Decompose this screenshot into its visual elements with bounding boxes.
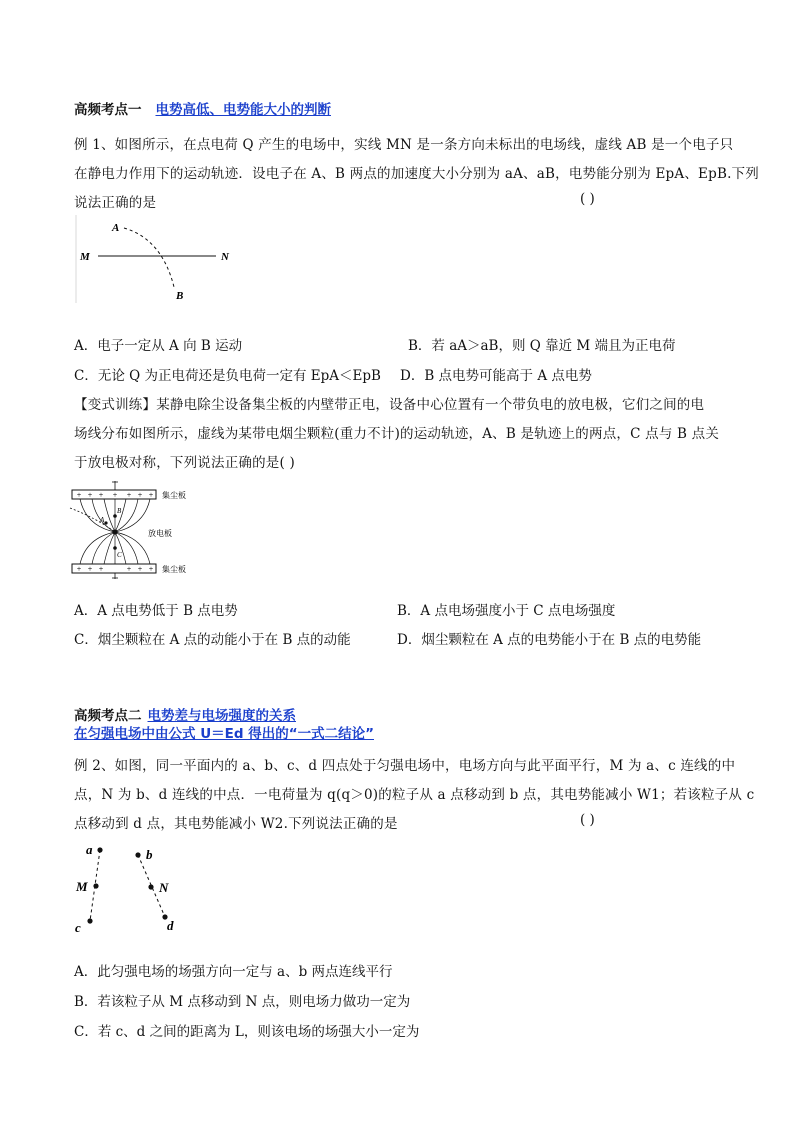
ex1-figure xyxy=(70,215,260,310)
section-subtitle: 在匀强电场中由公式 U＝Ed 得出的“一式二结论” xyxy=(74,726,374,742)
ex1-line1: 例 1、如图所示，在点电荷 Q 产生的电场中，实线 MN 是一条方向未标出的电场线，虚线 AB 是一个电子只 xyxy=(74,137,734,153)
ex2-line2: 点，N 为 b、d 连线的中点．一电荷量为 q(q＞0)的粒子从 a 点移动到 b 点，其电势能减小 W1；若该粒子从 c xyxy=(74,787,755,803)
drill-figure xyxy=(68,478,208,580)
ex1-line2: 在静电力作用下的运动轨迹．设电子在 A、B 两点的加速度大小分别为 aA、aB，电势能分别为 EpA、EpB.下列 xyxy=(74,166,759,182)
ex1-answer-paren: ( ) xyxy=(580,191,595,207)
drill-line1: 【变式训练】某静电除尘设备集尘板的内壁带正电，设备中心位置有一个带负电的放电极，它们之间的电 xyxy=(74,397,705,413)
ex2-option-b: B．若该粒子从 M 点移动到 N 点，则电场力做功一定为 xyxy=(74,994,411,1010)
section-key: 高频考点二 xyxy=(74,708,142,724)
plus-sign: + xyxy=(137,564,143,574)
plus-sign: + xyxy=(148,490,154,500)
drill-option-c: C．烟尘颗粒在 A 点的动能小于在 B 点的动能 xyxy=(74,632,351,648)
ex1-label-b: B xyxy=(176,290,184,302)
ex2-label-a: a xyxy=(86,842,93,857)
ex2-answer-paren: ( ) xyxy=(580,812,595,828)
ex2-label-c: c xyxy=(75,920,81,935)
plus-sign: + xyxy=(126,564,132,574)
bottom-collector-plate xyxy=(72,564,156,573)
section-key: 高频考点一 xyxy=(74,102,142,118)
plus-sign: + xyxy=(87,490,93,500)
plus-sign: + xyxy=(76,490,82,500)
label-top-plate: 集尘板 xyxy=(162,491,186,500)
ex2-option-c: C．若 c、d 之间的距离为 L，则该电场的场强大小一定为 xyxy=(74,1024,420,1040)
section-title: 电势差与电场强度的关系 xyxy=(147,708,296,724)
ex1-label-n: N xyxy=(221,251,229,263)
label-bottom-plate: 集尘板 xyxy=(162,565,186,574)
discharge-electrode xyxy=(112,529,117,534)
section-heading-2 xyxy=(74,704,296,724)
section-title: 电势高低、电势能大小的判断 xyxy=(155,102,331,118)
ex2-option-a: A．此匀强电场的场强方向一定与 a、b 两点连线平行 xyxy=(74,964,393,980)
plus-sign: + xyxy=(112,490,118,500)
ex1-label-m: M xyxy=(80,251,90,263)
ex2-label-n: N xyxy=(159,880,169,895)
ex2-line3: 点移动到 d 点，其电势能减小 W2.下列说法正确的是 xyxy=(74,816,398,832)
ex1-option-b: B．若 aA＞aB，则 Q 靠近 M 端且为正电荷 xyxy=(408,338,676,354)
drill-option-d: D．烟尘颗粒在 A 点的电势能小于在 B 点的电势能 xyxy=(397,632,702,648)
label-electrode: 放电板 xyxy=(148,529,172,538)
plus-sign: + xyxy=(126,490,132,500)
plus-sign: + xyxy=(148,564,154,574)
drill-option-a: A．A 点电势低于 B 点电势 xyxy=(74,603,238,619)
ex1-option-d: D．B 点电势可能高于 A 点电势 xyxy=(400,368,592,384)
dust-trajectory xyxy=(70,508,115,532)
plus-sign: + xyxy=(87,564,93,574)
drill-line2: 场线分布如图所示，虚线为某带电烟尘颗粒(重力不计)的运动轨迹，A、B 是轨迹上的两点，C 点与 B 点关 xyxy=(74,426,720,442)
drill-label-a: A xyxy=(100,516,105,524)
plus-sign: + xyxy=(98,564,104,574)
ex1-option-a: A．电子一定从 A 向 B 运动 xyxy=(74,338,243,354)
drill-line3: 于放电极对称，下列说法正确的是( ) xyxy=(74,455,295,471)
ex1-trajectory-ab xyxy=(124,228,174,287)
drill-label-c: C xyxy=(117,551,122,559)
ex1-line3: 说法正确的是 xyxy=(74,195,157,211)
ex2-label-m: M xyxy=(76,879,88,894)
plus-sign: + xyxy=(137,490,143,500)
plus-sign: + xyxy=(98,490,104,500)
drill-option-b: B．A 点电场强度小于 C 点电场强度 xyxy=(397,603,616,619)
ex2-label-d: d xyxy=(167,918,174,933)
section-heading-1 xyxy=(74,98,331,118)
ex2-line1: 例 2、如图，同一平面内的 a、b、c、d 四点处于匀强电场中，电场方向与此平面平行，M 为 a、c 连线的中 xyxy=(74,758,736,774)
ex1-option-c: C．无论 Q 为正电荷还是负电荷一定有 EpA＜EpB xyxy=(74,368,381,384)
ex1-label-a: A xyxy=(112,222,120,234)
ex2-figure xyxy=(70,840,190,940)
drill-label-b: B xyxy=(117,507,122,515)
plus-sign: + xyxy=(76,564,82,574)
ex2-label-b: b xyxy=(146,847,153,862)
